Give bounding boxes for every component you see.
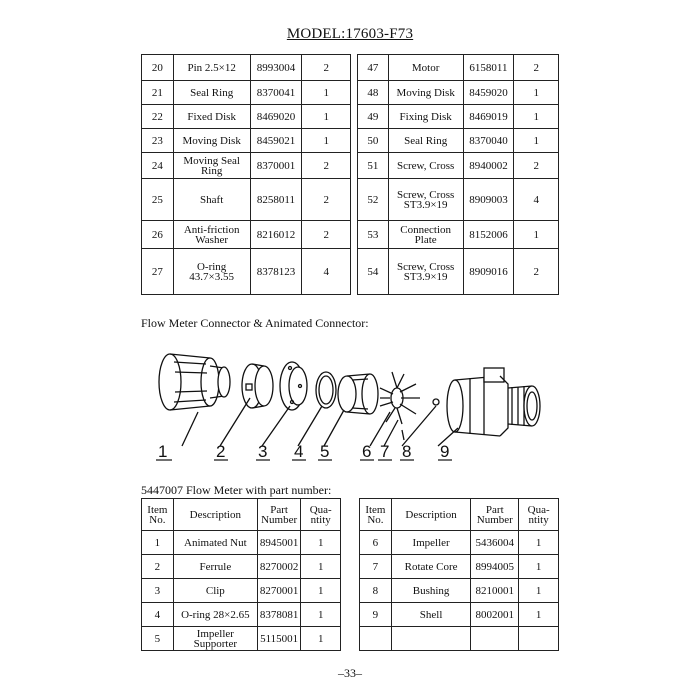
table-row bbox=[142, 221, 351, 249]
part-number-cell: 8378081 bbox=[257, 603, 301, 627]
quantity-cell: 1 bbox=[519, 531, 559, 555]
part-number-cell: 8216012 bbox=[250, 221, 302, 249]
table-row bbox=[142, 129, 351, 153]
item-no-cell: 53 bbox=[358, 221, 389, 249]
table-row bbox=[142, 603, 341, 627]
item-no-cell: 50 bbox=[358, 129, 389, 153]
table-row bbox=[142, 55, 351, 81]
item-no-cell: 54 bbox=[358, 249, 389, 295]
description-cell: Motor bbox=[388, 55, 463, 81]
ferrule-drawing bbox=[242, 364, 273, 408]
table-row bbox=[142, 179, 351, 221]
page-title: MODEL:17603-F73 bbox=[286, 26, 414, 42]
part-number-cell: 8909016 bbox=[463, 249, 514, 295]
table-row bbox=[360, 603, 559, 627]
description-cell bbox=[391, 627, 471, 651]
table-row bbox=[360, 531, 559, 555]
quantity-cell: 2 bbox=[302, 55, 351, 81]
item-no-cell: 49 bbox=[358, 105, 389, 129]
description-cell: Bushing bbox=[391, 579, 471, 603]
header-quantity: Qua- ntity bbox=[519, 499, 559, 531]
quantity-cell: 4 bbox=[302, 249, 351, 295]
part-number-cell: 8994005 bbox=[471, 555, 519, 579]
description-cell: Impeller Supporter bbox=[173, 627, 257, 651]
parts-table-left bbox=[141, 54, 351, 295]
item-no-cell: 51 bbox=[358, 153, 389, 179]
callout-4: 4 bbox=[294, 442, 304, 461]
quantity-cell: 2 bbox=[514, 153, 559, 179]
description-cell: Moving Disk bbox=[173, 129, 250, 153]
item-no-cell: 20 bbox=[142, 55, 174, 81]
quantity-cell: 2 bbox=[514, 249, 559, 295]
o-ring-drawing bbox=[316, 372, 336, 408]
quantity-cell: 1 bbox=[514, 105, 559, 129]
description-cell: Fixed Disk bbox=[173, 105, 250, 129]
part-number-cell: 8378123 bbox=[250, 249, 302, 295]
part-number-cell: 8002001 bbox=[471, 603, 519, 627]
description-cell: Fixing Disk bbox=[388, 105, 463, 129]
table-row bbox=[142, 153, 351, 179]
quantity-cell: 1 bbox=[519, 579, 559, 603]
description-cell: Moving Seal Ring bbox=[173, 153, 250, 179]
item-no-cell: 22 bbox=[142, 105, 174, 129]
quantity-cell: 1 bbox=[519, 555, 559, 579]
quantity-cell: 1 bbox=[301, 603, 341, 627]
header-part-number: Part Number bbox=[471, 499, 519, 531]
table-row bbox=[142, 579, 341, 603]
bushing-drawing bbox=[433, 399, 439, 405]
part-number-cell: 6158011 bbox=[463, 55, 514, 81]
diagram-heading: Flow Meter Connector & Animated Connector: bbox=[141, 316, 369, 330]
table-row bbox=[358, 129, 559, 153]
animated-nut-drawing bbox=[159, 354, 230, 410]
impeller-supporter-drawing bbox=[338, 374, 378, 414]
item-no-cell: 24 bbox=[142, 153, 174, 179]
part-number-cell: 8469020 bbox=[250, 105, 302, 129]
table-row bbox=[358, 81, 559, 105]
part-number-cell: 8945001 bbox=[257, 531, 301, 555]
description-cell: Impeller bbox=[391, 531, 471, 555]
quantity-cell: 2 bbox=[302, 221, 351, 249]
header-item-no: Item No. bbox=[360, 499, 392, 531]
item-no-cell: 25 bbox=[142, 179, 174, 221]
table-row bbox=[358, 179, 559, 221]
quantity-cell: 1 bbox=[514, 129, 559, 153]
part-number-cell: 8459021 bbox=[250, 129, 302, 153]
table-row bbox=[142, 81, 351, 105]
callout-7: 7 bbox=[380, 442, 390, 461]
page-number: –33– bbox=[338, 666, 362, 680]
header-description: Description bbox=[391, 499, 471, 531]
part-number-cell: 8258011 bbox=[250, 179, 302, 221]
table-row bbox=[360, 627, 559, 651]
part-number-cell: 5436004 bbox=[471, 531, 519, 555]
item-no-cell: 7 bbox=[360, 555, 392, 579]
callout-3: 3 bbox=[258, 442, 268, 461]
flow-table-right bbox=[359, 498, 559, 651]
table-row bbox=[142, 555, 341, 579]
quantity-cell: 1 bbox=[301, 579, 341, 603]
flow-table-left bbox=[141, 498, 341, 651]
part-number-cell: 8909003 bbox=[463, 179, 514, 221]
description-cell: O-ring 28×2.65 bbox=[173, 603, 257, 627]
item-no-cell: 6 bbox=[360, 531, 392, 555]
description-cell: O-ring 43.7×3.55 bbox=[173, 249, 250, 295]
item-no-cell: 8 bbox=[360, 579, 392, 603]
callout-6: 6 bbox=[362, 442, 372, 461]
table-row bbox=[142, 249, 351, 295]
table-row bbox=[358, 221, 559, 249]
part-number-cell bbox=[471, 627, 519, 651]
part-number-cell: 8270002 bbox=[257, 555, 301, 579]
description-cell: Moving Disk bbox=[388, 81, 463, 105]
part-number-cell: 8469019 bbox=[463, 105, 514, 129]
part-number-cell: 8370041 bbox=[250, 81, 302, 105]
quantity-cell: 1 bbox=[301, 555, 341, 579]
clip-drawing bbox=[280, 362, 307, 410]
item-no-cell: 26 bbox=[142, 221, 174, 249]
description-cell: Rotate Core bbox=[391, 555, 471, 579]
part-number-cell: 8152006 bbox=[463, 221, 514, 249]
item-no-cell: 9 bbox=[360, 603, 392, 627]
flow-meter-heading: 5447007 Flow Meter with part number: bbox=[141, 483, 332, 497]
quantity-cell: 1 bbox=[302, 129, 351, 153]
callout-1: 1 bbox=[158, 442, 168, 461]
header-item-no: Item No. bbox=[142, 499, 174, 531]
quantity-cell: 1 bbox=[302, 105, 351, 129]
quantity-cell: 4 bbox=[514, 179, 559, 221]
impeller-drawing bbox=[380, 372, 420, 440]
table-row bbox=[358, 105, 559, 129]
table-row bbox=[358, 249, 559, 295]
parts-table-right bbox=[357, 54, 559, 295]
part-number-cell: 8993004 bbox=[250, 55, 302, 81]
item-no-cell: 4 bbox=[142, 603, 174, 627]
quantity-cell: 1 bbox=[301, 627, 341, 651]
part-number-cell: 8940002 bbox=[463, 153, 514, 179]
description-cell: Screw, Cross ST3.9×19 bbox=[388, 249, 463, 295]
exploded-diagram bbox=[140, 340, 560, 465]
quantity-cell bbox=[519, 627, 559, 651]
description-cell: Screw, Cross ST3.9×19 bbox=[388, 179, 463, 221]
table-row bbox=[142, 105, 351, 129]
description-cell: Screw, Cross bbox=[388, 153, 463, 179]
item-no-cell: 27 bbox=[142, 249, 174, 295]
description-cell: Anti-friction Washer bbox=[173, 221, 250, 249]
item-no-cell: 3 bbox=[142, 579, 174, 603]
table-row bbox=[360, 579, 559, 603]
item-no-cell: 21 bbox=[142, 81, 174, 105]
table-row bbox=[142, 531, 341, 555]
callout-2: 2 bbox=[216, 442, 226, 461]
quantity-cell: 2 bbox=[302, 153, 351, 179]
quantity-cell: 1 bbox=[514, 81, 559, 105]
description-cell: Pin 2.5×12 bbox=[173, 55, 250, 81]
part-number-cell: 8459020 bbox=[463, 81, 514, 105]
item-no-cell: 52 bbox=[358, 179, 389, 221]
callout-9: 9 bbox=[440, 442, 450, 461]
description-cell: Seal Ring bbox=[173, 81, 250, 105]
description-cell: Shell bbox=[391, 603, 471, 627]
quantity-cell: 1 bbox=[519, 603, 559, 627]
quantity-cell: 2 bbox=[514, 55, 559, 81]
item-no-cell bbox=[360, 627, 392, 651]
description-cell: Shaft bbox=[173, 179, 250, 221]
item-no-cell: 2 bbox=[142, 555, 174, 579]
description-cell: Ferrule bbox=[173, 555, 257, 579]
description-cell: Clip bbox=[173, 579, 257, 603]
header-quantity: Qua- ntity bbox=[301, 499, 341, 531]
header-part-number: Part Number bbox=[257, 499, 301, 531]
part-number-cell: 8210001 bbox=[471, 579, 519, 603]
quantity-cell: 2 bbox=[302, 179, 351, 221]
quantity-cell: 1 bbox=[301, 531, 341, 555]
description-cell: Animated Nut bbox=[173, 531, 257, 555]
part-number-cell: 8370040 bbox=[463, 129, 514, 153]
header-description: Description bbox=[173, 499, 257, 531]
part-number-cell: 5115001 bbox=[257, 627, 301, 651]
item-no-cell: 23 bbox=[142, 129, 174, 153]
quantity-cell: 1 bbox=[302, 81, 351, 105]
callout-8: 8 bbox=[402, 442, 412, 461]
item-no-cell: 48 bbox=[358, 81, 389, 105]
quantity-cell: 1 bbox=[514, 221, 559, 249]
description-cell: Connection Plate bbox=[388, 221, 463, 249]
callout-5: 5 bbox=[320, 442, 330, 461]
table-row bbox=[360, 555, 559, 579]
item-no-cell: 5 bbox=[142, 627, 174, 651]
item-no-cell: 1 bbox=[142, 531, 174, 555]
item-no-cell: 47 bbox=[358, 55, 389, 81]
description-cell: Seal Ring bbox=[388, 129, 463, 153]
table-row bbox=[358, 55, 559, 81]
part-number-cell: 8370001 bbox=[250, 153, 302, 179]
table-row bbox=[142, 627, 341, 651]
part-number-cell: 8270001 bbox=[257, 579, 301, 603]
shell-drawing bbox=[447, 368, 540, 436]
table-row bbox=[358, 153, 559, 179]
